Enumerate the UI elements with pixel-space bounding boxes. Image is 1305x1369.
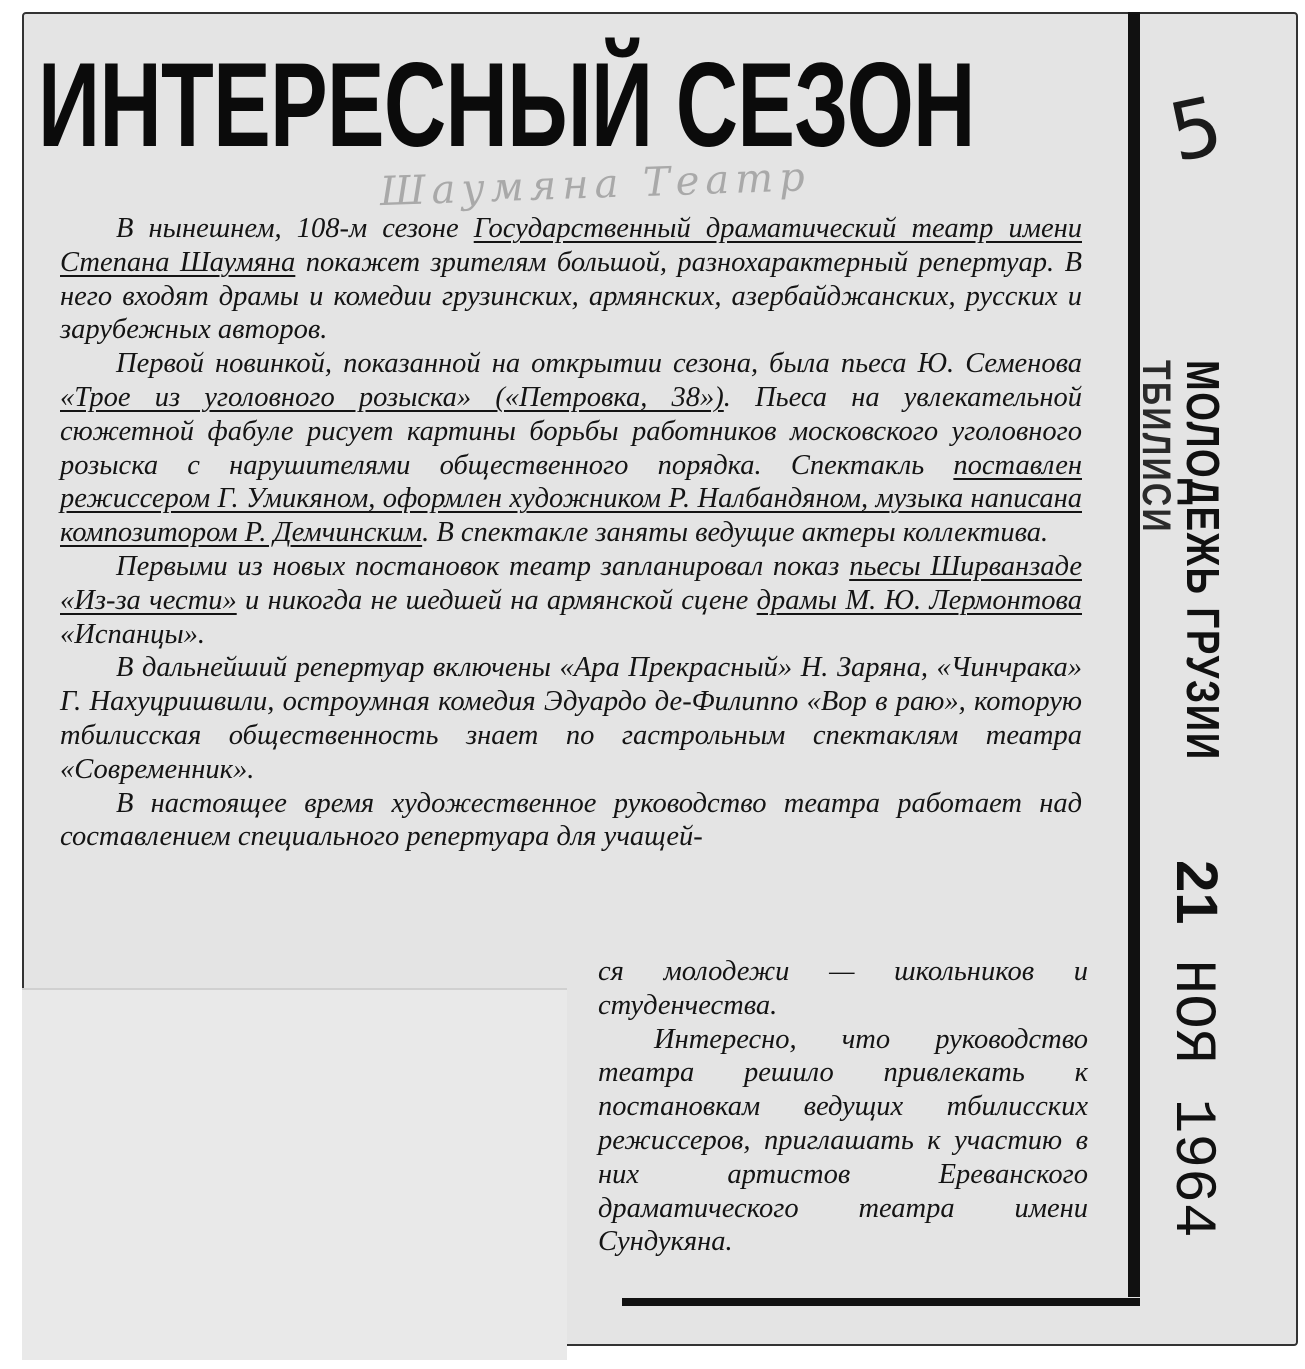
underlined-text: поставлен режиссером Г. Умикяном, оформлен художником Р. Налбандяном, музыка написана композитором Р. Демчинским (60, 449, 1082, 549)
article-body (60, 212, 1082, 854)
newspaper-name: МОЛОДЕЖЬ ГРУЗИИ (1177, 360, 1229, 761)
text-run: Первой новинкой, показанной на открытии сезона, была пьеса Ю. Семенова (116, 348, 1082, 380)
text-run: . Пьеса на увлекательной сюжетной фабуле рисует картины борьбы работников московского уголовного розыска с нарушителями общественного порядка. Спектакль (60, 381, 1082, 481)
paragraph-3 (60, 550, 1082, 651)
publication-date (1159, 860, 1230, 1238)
text-run: и никогда не шедшей на армянской сцене (236, 584, 757, 616)
paragraph-1 (60, 212, 1082, 347)
column-rule-bottom (622, 1298, 1140, 1306)
date-day: 21 (1164, 860, 1229, 925)
paragraph-6: Интересно, что руководство театра решило привлекать к постановкам ведущих тбилисских режиссеров, приглашать к участию в них артистов Ереванского драматического театра имени Сундукяна. (598, 1023, 1088, 1258)
headline: ИНТЕРЕСНЫЙ СЕЗОН (38, 38, 975, 172)
paragraph-5: В настоящее время художественное руководство театра работает над составлением специального репертуара для учащей- (60, 787, 1082, 853)
text-run: «Испанцы». (60, 618, 206, 650)
column-rule-vertical (1128, 12, 1140, 1297)
text-run: В нынешнем, 108-м сезоне (116, 213, 474, 244)
paragraph-5-continued: ся молодежи — школьников и студенчества. (598, 956, 1088, 1021)
newspaper-stamp (1134, 360, 1230, 1280)
article-body-continued (598, 955, 1088, 1259)
underlined-text: драмы М. Ю. Лермонтова (756, 584, 1082, 616)
clipping-cut-area (22, 990, 567, 1360)
paragraph-2 (60, 347, 1082, 550)
underlined-text: «Трое из уголовного розыска» («Петровка, 38») (60, 381, 724, 413)
paragraph-4: В дальнейший репертуар включены «Ара Прекрасный» Н. Заряна, «Чинчрака» Г. Нахуцришвили, остроумная комедия Эдуардо де-Филиппо «Вор в раю», которую тбилисская общественность знает по гастрольным спектаклям театра «Современник». (60, 652, 1082, 785)
newspaper-city: ТБИЛИСИ (1134, 360, 1178, 534)
text-run: Первыми из новых постановок театр запланировал показ (116, 550, 850, 582)
handwritten-note: Шаумяна Театр (379, 154, 812, 216)
text-run: . В спектакле заняты ведущие актеры коллектива. (422, 517, 1049, 549)
handwritten-page-number: 5 (1161, 78, 1231, 181)
text-run: покажет зрителям большой, разнохарактерный репертуар. В него входят драмы и комедии грузинских, армянских, азербайджанских, русских и зарубежных авторов. (60, 246, 1082, 346)
underlined-text: пьесы Ширванзаде «Из-за чести» (60, 550, 1082, 616)
date-month-year: НОЯ 1964 (1159, 959, 1224, 1238)
underlined-text: Государственный драматический театр имени Степана Шаумяна (60, 213, 1082, 278)
